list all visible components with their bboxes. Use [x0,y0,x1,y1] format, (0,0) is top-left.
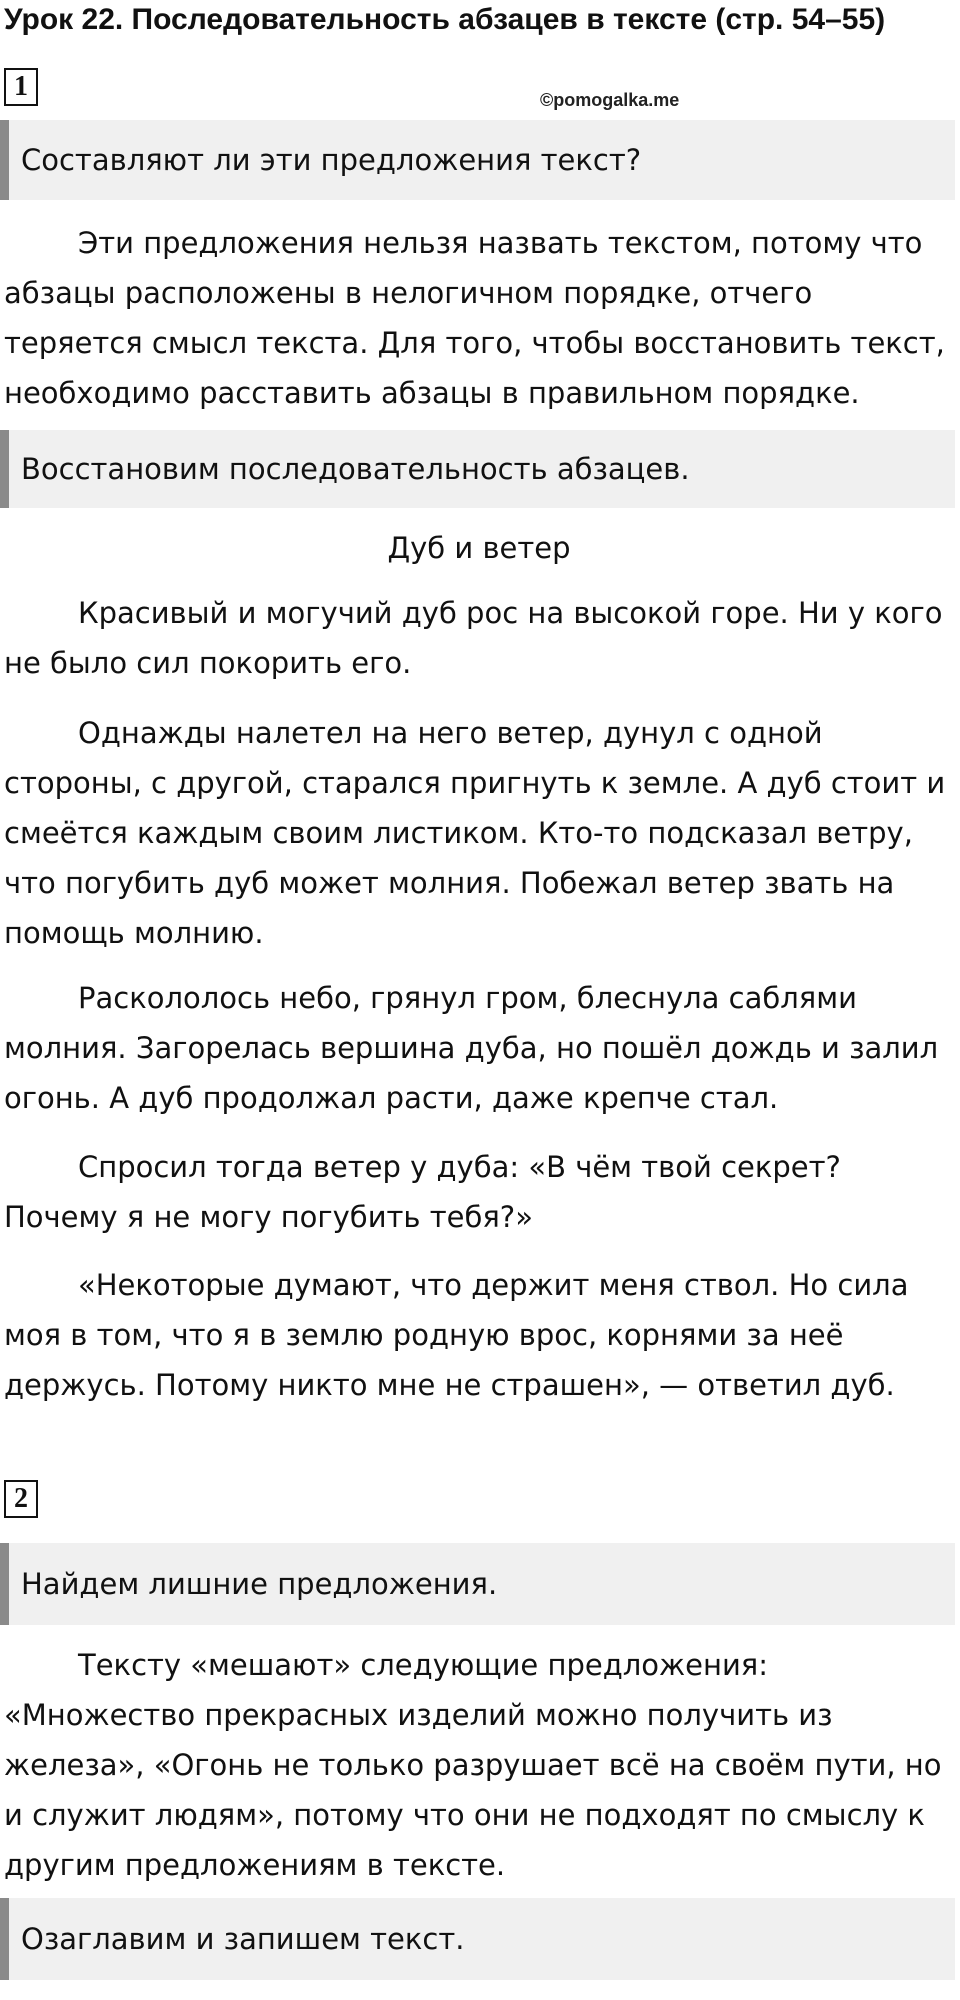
task2-answer-text: Тексту «мешают» следующие предложения: «Множество прекрасных изделий можно получить из железа», «Огонь не только разрушает всё на своём пути, но и служит людям», потому что они не подходят по смыслу к другим предложениям в тексте. [4,1648,942,1882]
task2-answer [4,1640,954,1890]
task1-question-header: Составляют ли эти предложения текст? [0,120,955,200]
task1-restore-header: Восстановим последовательность абзацев. [0,430,955,508]
story-paragraph-2-text: Однажды налетел на него ветер, дунул с одной стороны, с другой, старался пригнуть к земле. А дуб стоит и смеётся каждым своим листиком. Кто-то подсказал ветру, что погубить дуб может молния. Побежал ветер звать на помощь молнию. [4,716,946,950]
page-title: Урок 22. Последовательность абзацев в тексте (стр. 54–55) [4,3,886,36]
watermark: ©pomogalka.me [540,90,680,110]
task2-write-header: Озаглавим и запишем текст. [0,1898,955,1980]
story-paragraph-2 [4,708,954,958]
story-title: Дуб и ветер [387,531,571,565]
story-paragraph-5-text: «Некоторые думают, что держит меня ствол. Но сила моя в том, что я в землю родную врос, корнями за неё держусь. Потому никто мне не страшен», — ответил дуб. [4,1268,909,1402]
task1-answer [4,218,954,418]
task-number-1: 1 [4,68,38,106]
story-paragraph-3 [4,973,954,1123]
story-paragraph-4-text: Спросил тогда ветер у дуба: «В чём твой секрет? Почему я не могу погубить тебя?» [4,1150,841,1234]
task2-question-header: Найдем лишние предложения. [0,1543,955,1625]
task-number-2: 2 [4,1480,38,1518]
story-paragraph-1 [4,588,954,688]
story-paragraph-3-text: Раскололось небо, грянул гром, блеснула саблями молния. Загорелась вершина дуба, но пошёл дождь и залил огонь. А дуб продолжал расти, даже крепче стал. [4,981,939,1115]
story-paragraph-1-text: Красивый и могучий дуб рос на высокой горе. Ни у кого не было сил покорить его. [4,596,943,680]
task1-answer-text: Эти предложения нельзя назвать текстом, потому что абзацы расположены в нелогичном порядке, отчего теряется смысл текста. Для того, чтобы восстановить текст, необходимо расставить абзацы в правильном порядке. [4,226,945,410]
story-paragraph-5 [4,1260,954,1410]
story-paragraph-4 [4,1142,954,1242]
